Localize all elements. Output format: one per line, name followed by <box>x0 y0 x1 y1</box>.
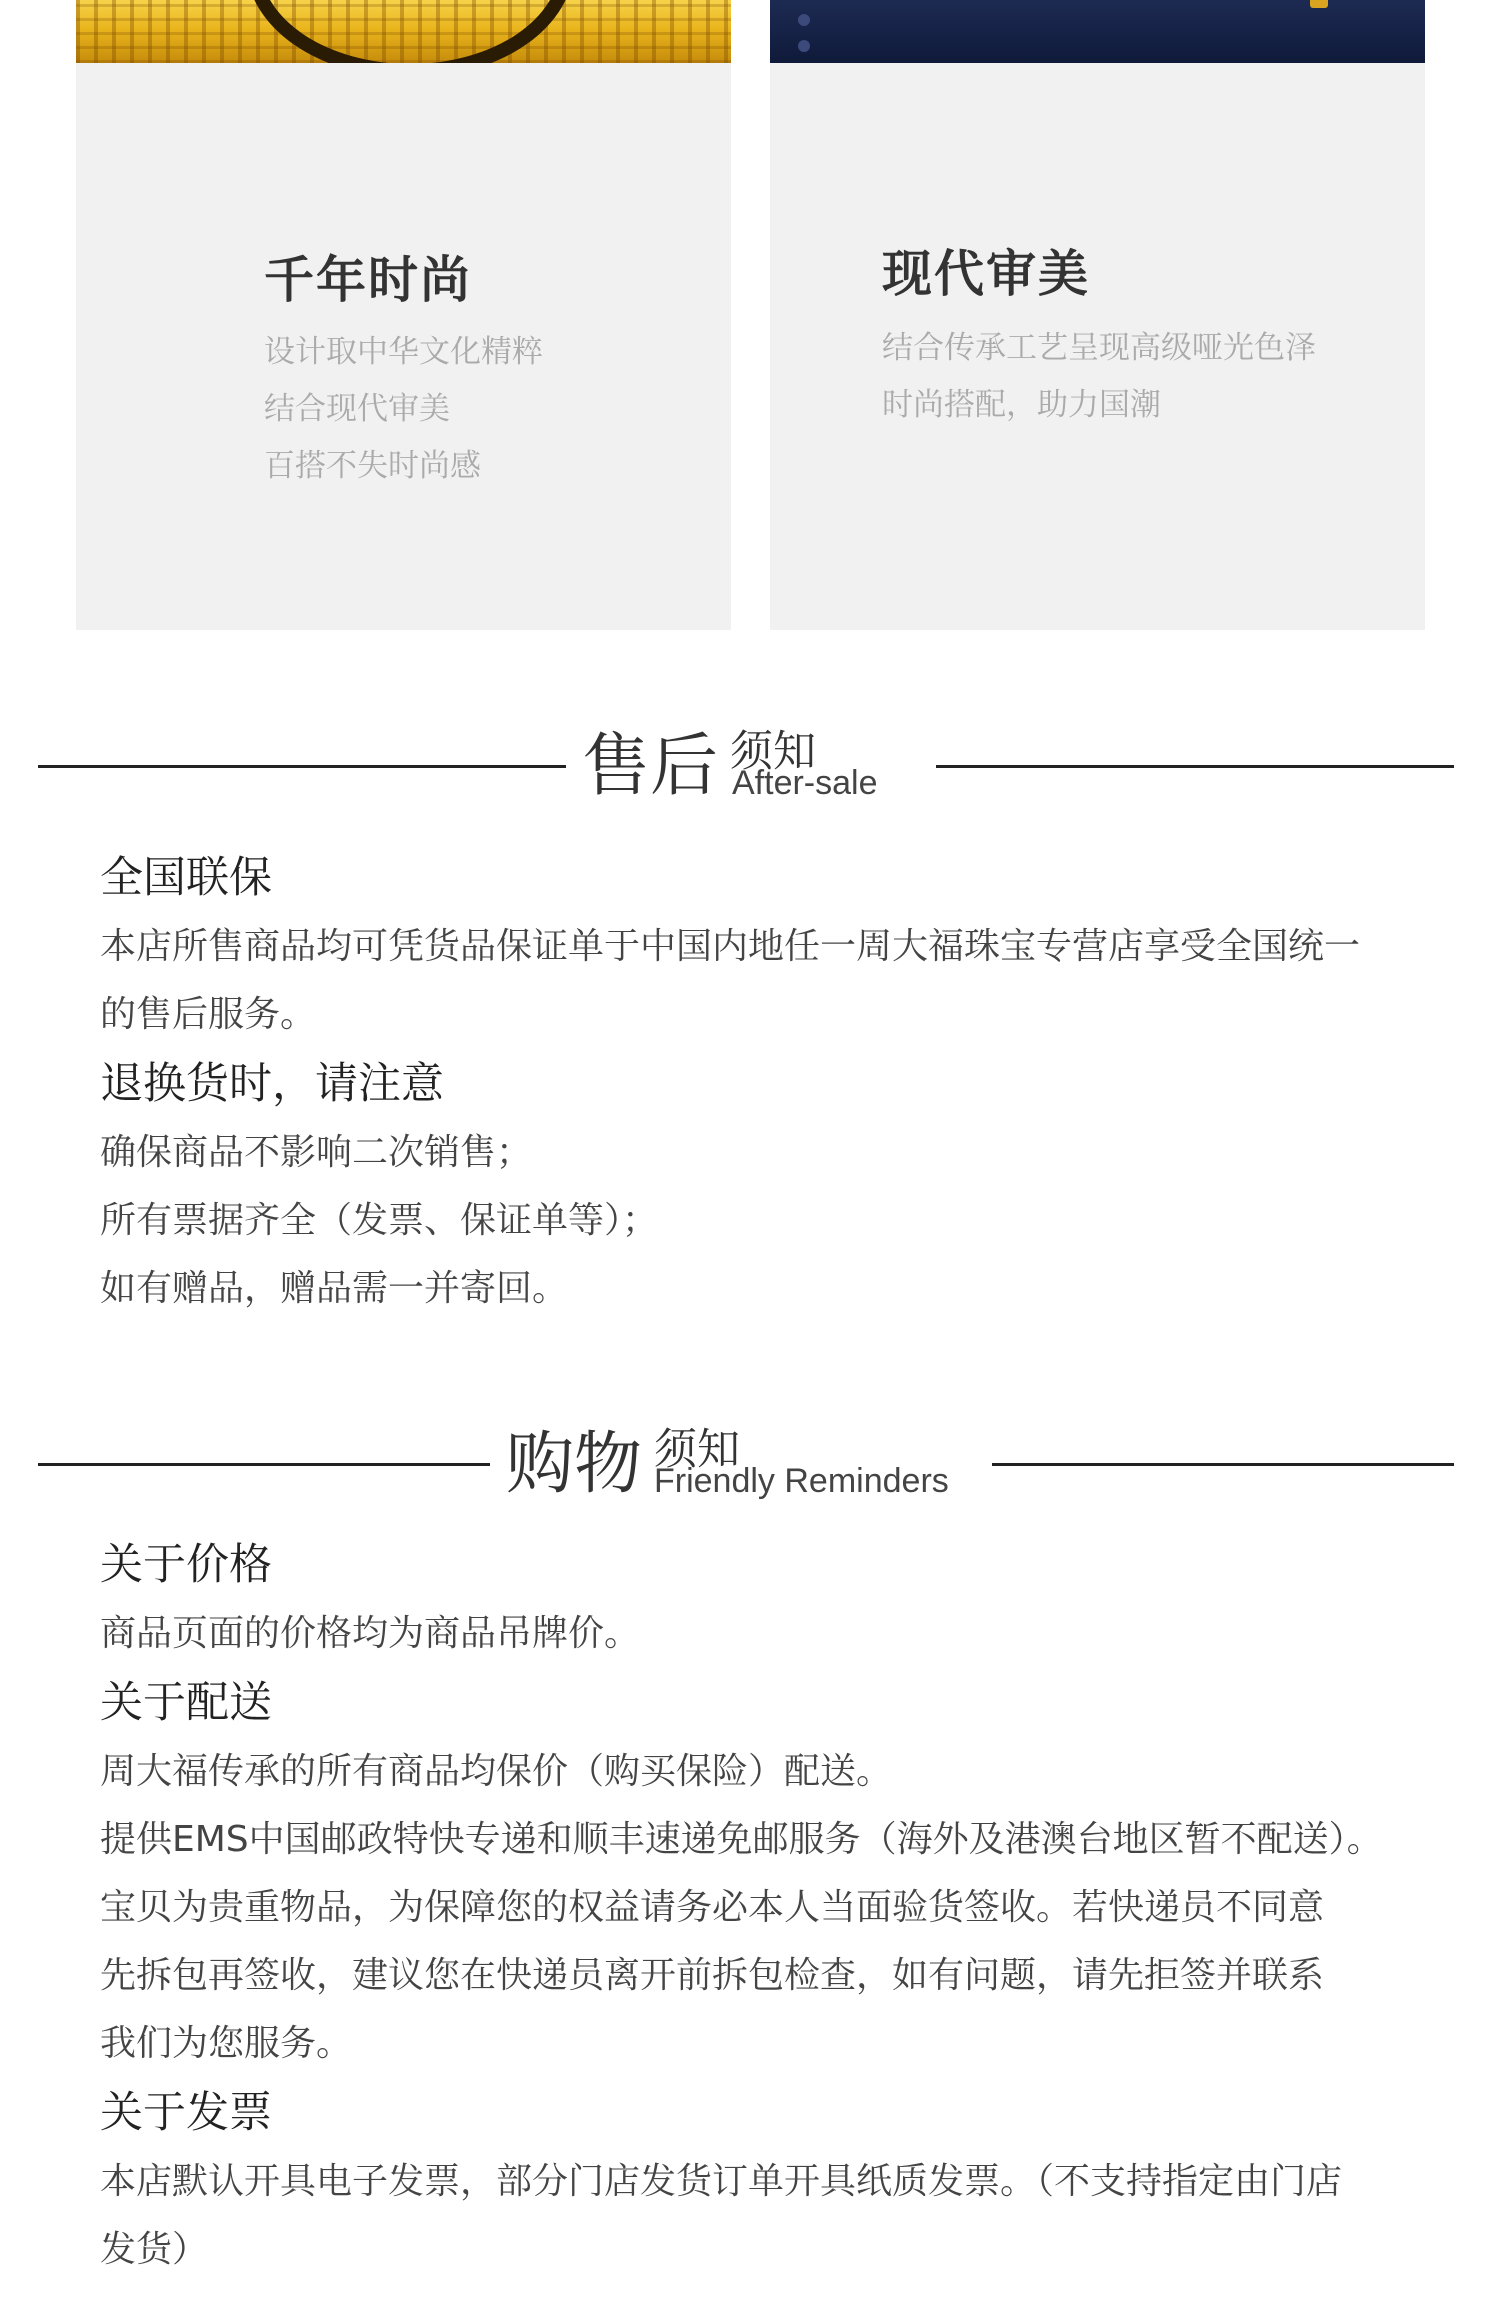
gold-pendant-image <box>76 0 731 63</box>
section-title-sub: 须知 <box>730 727 816 777</box>
navy-suit-image <box>770 0 1425 63</box>
divider-right <box>936 765 1454 768</box>
feature-card-modern <box>770 0 1425 630</box>
card-description <box>882 320 1316 434</box>
section-title-sub: 须知 <box>654 1425 740 1475</box>
divider-right <box>992 1463 1454 1466</box>
after-sale-header <box>0 720 1500 810</box>
card-line: 时尚搭配，助力国潮 <box>882 387 1161 423</box>
card-line: 百搭不失时尚感 <box>264 448 481 484</box>
paragraph: 确保商品不影响二次销售； <box>100 1132 533 1173</box>
card-description <box>264 324 543 495</box>
shopping-notice-header <box>0 1418 1500 1508</box>
paragraph: 先拆包再签收，建议您在快递员离开前拆包检查，如有问题，请先拒签并联系 <box>100 1955 1325 1996</box>
heading-delivery: 关于配送 <box>100 1678 272 1728</box>
after-sale-content <box>100 843 1440 1323</box>
paragraph: 本店所售商品均可凭货品保证单于中国内地任一周大福珠宝专营店享受全国统一 <box>100 926 1361 967</box>
paragraph: 提供EMS中国邮政特快专递和顺丰速递免邮服务（海外及港澳台地区暂不配送）。 <box>100 1819 1383 1860</box>
paragraph: 周大福传承的所有商品均保价（购买保险）配送。 <box>100 1751 893 1792</box>
heading-returns: 退换货时，请注意 <box>100 1059 444 1109</box>
section-title-en: Friendly Reminders <box>654 1462 949 1500</box>
heading-invoice: 关于发票 <box>100 2088 272 2138</box>
card-title: 现代审美 <box>882 245 1090 303</box>
paragraph: 所有票据齐全（发票、保证单等）； <box>100 1200 659 1241</box>
section-title-main: 购物 <box>506 1425 643 1504</box>
section-title-en: After-sale <box>732 764 878 802</box>
paragraph: 宝贝为贵重物品，为保障您的权益请务必本人当面验货签收。若快递员不同意 <box>100 1887 1325 1928</box>
divider-left <box>38 1463 490 1466</box>
section-title-main: 售后 <box>582 727 719 806</box>
card-line: 设计取中华文化精粹 <box>264 334 543 370</box>
card-line: 结合现代审美 <box>264 391 450 427</box>
paragraph: 商品页面的价格均为商品吊牌价。 <box>100 1613 641 1654</box>
paragraph: 发货） <box>100 2229 209 2270</box>
shopping-notice-content <box>100 1530 1440 2284</box>
paragraph: 我们为您服务。 <box>100 2023 353 2064</box>
paragraph: 本店默认开具电子发票，部分门店发货订单开具纸质发票。（不支持指定由门店 <box>100 2161 1343 2202</box>
heading-price: 关于价格 <box>100 1540 272 1590</box>
card-line: 结合传承工艺呈现高级哑光色泽 <box>882 330 1316 366</box>
feature-card-millennium <box>76 0 731 630</box>
paragraph: 的售后服务。 <box>100 994 317 1035</box>
paragraph: 如有赠品，赠品需一并寄回。 <box>100 1268 569 1309</box>
card-title: 千年时尚 <box>264 251 472 309</box>
divider-left <box>38 765 566 768</box>
heading-warranty: 全国联保 <box>100 853 272 903</box>
